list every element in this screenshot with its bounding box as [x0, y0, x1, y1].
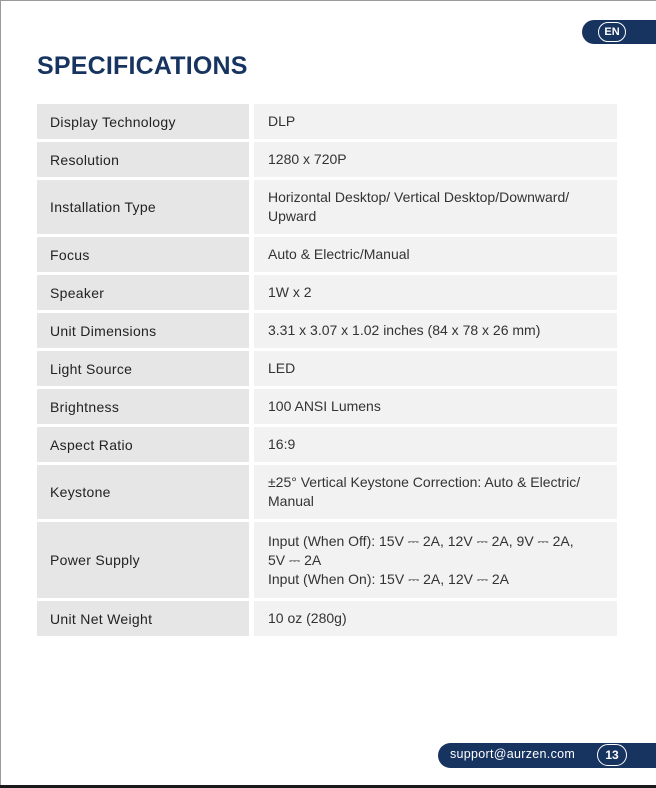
- spec-value-line: Auto & Electric/Manual: [268, 246, 410, 262]
- spec-value-line: 5V ⎓ 2A: [268, 551, 322, 568]
- spec-value-line: 16:9: [268, 436, 296, 452]
- spec-row-light-source: [37, 351, 617, 386]
- spec-label: Display Technology: [37, 104, 249, 139]
- spec-label: Unit Net Weight: [37, 601, 249, 636]
- spec-value-line: 10 oz (280g): [268, 610, 347, 626]
- spec-value: [254, 275, 617, 310]
- spec-label: Speaker: [37, 275, 249, 310]
- spec-value-line: 1W x 2: [268, 284, 312, 300]
- language-badge: EN: [598, 22, 626, 42]
- spec-label: Installation Type: [37, 180, 249, 234]
- spec-row-resolution: [37, 142, 617, 177]
- spec-value-line: Manual: [268, 493, 314, 509]
- spec-row-aspect-ratio: [37, 427, 617, 462]
- spec-value-line: LED: [268, 360, 296, 376]
- spec-value-line: ±25° Vertical Keystone Correction: Auto & Electric/: [268, 474, 581, 490]
- spec-row-display-technology: [37, 104, 617, 139]
- spec-value: [254, 180, 617, 234]
- spec-value: [254, 465, 617, 519]
- spec-value-line: 1280 x 720P: [268, 151, 347, 167]
- spec-label: Unit Dimensions: [37, 313, 249, 348]
- spec-value: [254, 601, 617, 636]
- spec-value: [254, 104, 617, 139]
- spec-value-line: DLP: [268, 113, 296, 129]
- spec-value: [254, 427, 617, 462]
- spec-value: [254, 351, 617, 386]
- spec-row-power-supply: [37, 522, 617, 598]
- spec-value: [254, 389, 617, 424]
- page-number: 13: [597, 744, 627, 766]
- spec-value-line: Horizontal Desktop/ Vertical Desktop/Downward/: [268, 189, 570, 205]
- spec-label: Power Supply: [37, 522, 249, 598]
- page-title: SPECIFICATIONS: [37, 52, 248, 80]
- spec-value-line: Upward: [268, 208, 317, 224]
- page-border-top: [0, 0, 656, 1]
- spec-value: [254, 522, 617, 598]
- specifications-table: [37, 104, 617, 639]
- spec-value: [254, 142, 617, 177]
- page-border-left: [0, 0, 1, 788]
- spec-label: Aspect Ratio: [37, 427, 249, 462]
- spec-value-line: 3.31 x 3.07 x 1.02 inches (84 x 78 x 26 mm): [268, 322, 541, 338]
- spec-label: Resolution: [37, 142, 249, 177]
- spec-value: [254, 237, 617, 272]
- spec-value: [254, 313, 617, 348]
- spec-value-line: 100 ANSI Lumens: [268, 398, 381, 414]
- spec-label: Light Source: [37, 351, 249, 386]
- spec-value-line: Input (When On): 15V ⎓ 2A, 12V ⎓ 2A: [268, 570, 510, 587]
- spec-label: Keystone: [37, 465, 249, 519]
- support-email: support@aurzen.com: [450, 747, 576, 761]
- spec-row-focus: [37, 237, 617, 272]
- spec-label: Focus: [37, 237, 249, 272]
- spec-row-unit-dimensions: [37, 313, 617, 348]
- spec-row-unit-net-weight: [37, 601, 617, 636]
- spec-row-brightness: [37, 389, 617, 424]
- spec-value-line: Input (When Off): 15V ⎓ 2A, 12V ⎓ 2A, 9V ⎓ 2A,: [268, 532, 574, 549]
- spec-row-installation-type: [37, 180, 617, 234]
- spec-row-keystone: [37, 465, 617, 519]
- spec-row-speaker: [37, 275, 617, 310]
- spec-label: Brightness: [37, 389, 249, 424]
